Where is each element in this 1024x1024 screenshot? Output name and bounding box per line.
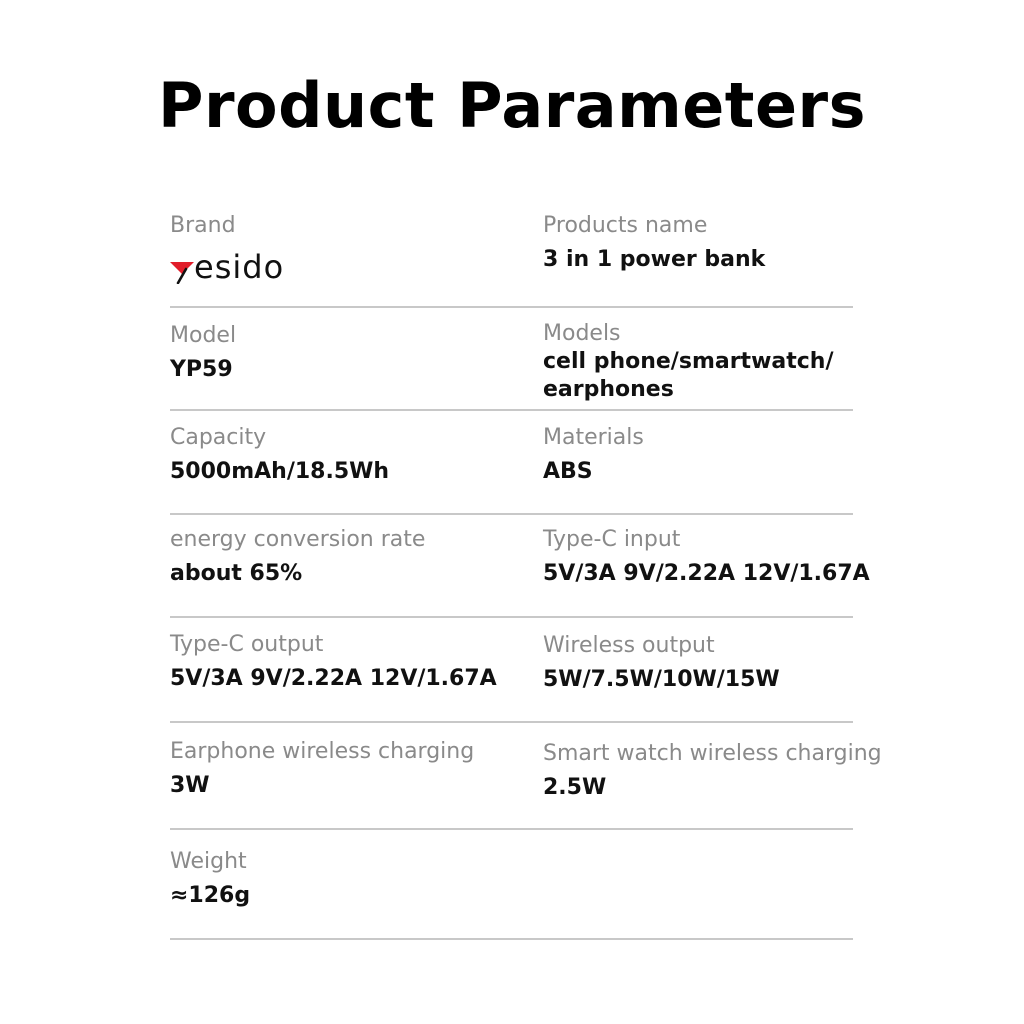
yesido-logo (170, 248, 570, 284)
row-divider (170, 409, 853, 411)
row-divider (170, 721, 853, 723)
materials-cell (543, 424, 943, 486)
row-divider (170, 616, 853, 618)
weight-cell (170, 848, 570, 910)
smartwatch-charging-value: 2.5W (543, 775, 607, 800)
model-label: Model (170, 323, 237, 348)
models-value-line1: cell phone/smartwatch/ (543, 349, 834, 374)
wireless-output-label: Wireless output (543, 633, 715, 658)
models-cell (543, 320, 943, 404)
wireless-output-cell (543, 632, 943, 694)
row-divider (170, 513, 853, 515)
row-divider (170, 828, 853, 830)
type-c-output-value: 5V/3A 9V/2.22A 12V/1.67A (170, 666, 497, 691)
wireless-output-value: 5W/7.5W/10W/15W (543, 667, 780, 692)
row-divider (170, 306, 853, 308)
model-value: YP59 (170, 357, 233, 382)
yesido-logo-y-mark (170, 256, 194, 284)
type-c-input-label: Type-C input (543, 527, 681, 552)
weight-value: ≈126g (170, 883, 251, 908)
type-c-input-value: 5V/3A 9V/2.22A 12V/1.67A (543, 561, 870, 586)
model-cell (170, 322, 570, 384)
products-name-cell (543, 212, 943, 274)
page-title: Product Parameters (158, 69, 866, 142)
type-c-output-cell (170, 631, 570, 693)
earphone-charging-cell (170, 738, 570, 800)
materials-label: Materials (543, 425, 644, 450)
earphone-charging-value: 3W (170, 773, 210, 798)
models-value-line2: earphones (543, 377, 674, 402)
brand-label: Brand (170, 213, 236, 238)
earphone-charging-label: Earphone wireless charging (170, 739, 475, 764)
smartwatch-charging-cell (543, 740, 943, 802)
products-name-value: 3 in 1 power bank (543, 247, 766, 272)
row-divider (170, 938, 853, 940)
products-name-label: Products name (543, 213, 708, 238)
materials-value: ABS (543, 459, 593, 484)
brand-cell (170, 212, 570, 284)
models-label: Models (543, 321, 621, 346)
type-c-output-label: Type-C output (170, 632, 324, 657)
energy-conversion-label: energy conversion rate (170, 527, 426, 552)
smartwatch-charging-label: Smart watch wireless charging (543, 741, 882, 766)
capacity-cell (170, 424, 570, 486)
weight-label: Weight (170, 849, 247, 874)
energy-conversion-value: about 65% (170, 561, 303, 586)
yesido-logo-text: esido (194, 248, 285, 286)
type-c-input-cell (543, 526, 943, 588)
capacity-label: Capacity (170, 425, 267, 450)
energy-conversion-cell (170, 526, 570, 588)
capacity-value: 5000mAh/18.5Wh (170, 459, 390, 484)
